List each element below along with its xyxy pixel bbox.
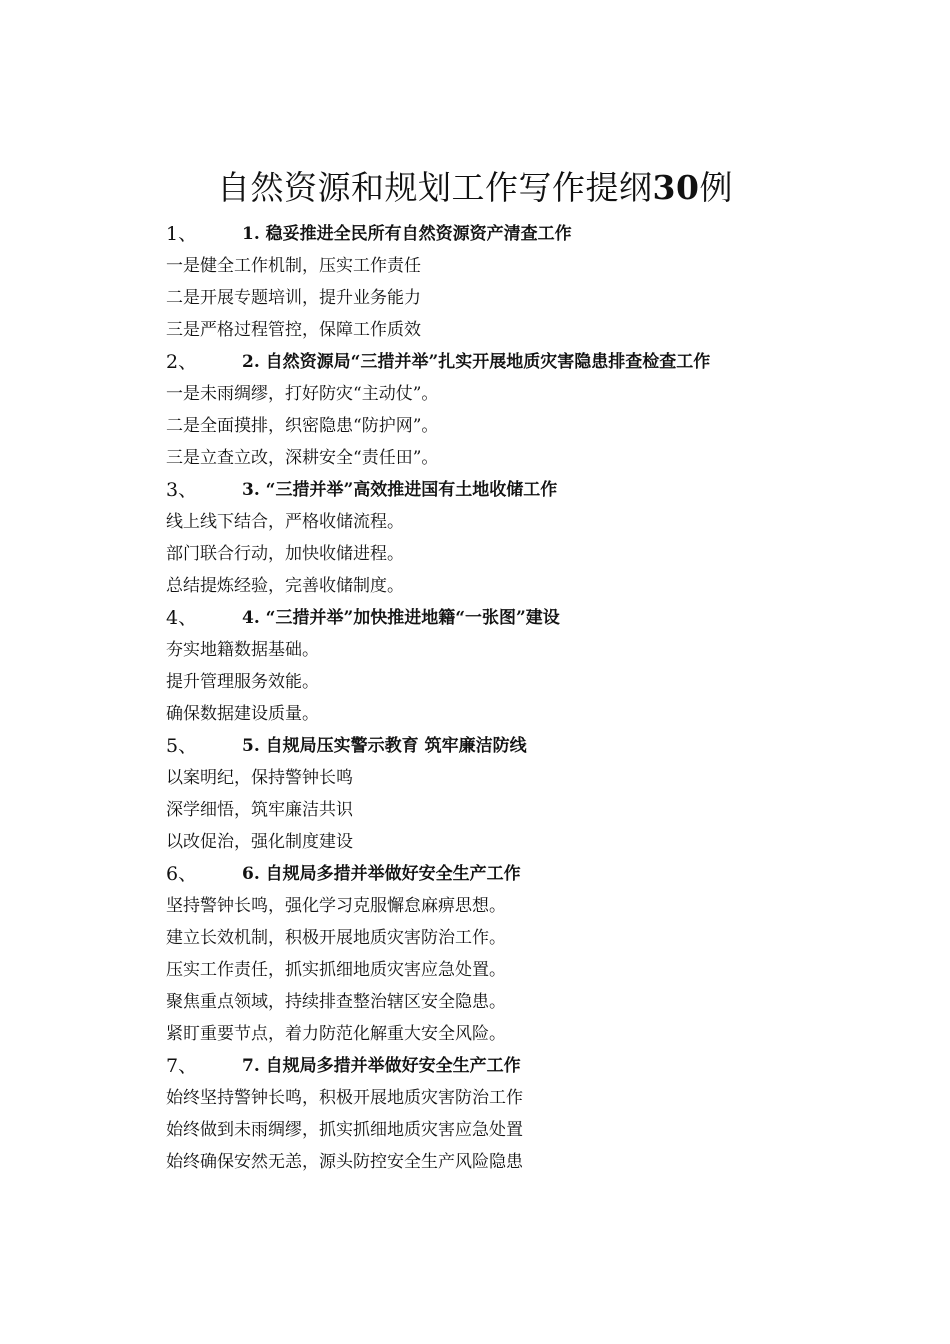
section-number: 4、 bbox=[166, 607, 198, 629]
title-number: 30 bbox=[652, 168, 700, 207]
section-heading bbox=[166, 602, 906, 634]
outline-item: 始终坚持警钟长鸣，积极开展地质灾害防治工作 bbox=[166, 1088, 523, 1108]
section-title: 1. 稳妥推进全民所有自然资源资产清查工作 bbox=[242, 224, 572, 244]
outline-section bbox=[166, 474, 906, 602]
section-heading bbox=[166, 1050, 906, 1082]
outline-item: 线上线下结合，严格收储流程。 bbox=[166, 512, 404, 532]
outline-item: 紧盯重要节点，着力防范化解重大安全风险。 bbox=[166, 1024, 506, 1044]
section-heading bbox=[166, 730, 906, 762]
outline-item: 深学细悟，筑牢廉洁共识 bbox=[166, 800, 353, 820]
outline-section bbox=[166, 1050, 906, 1178]
outline-item: 一是未雨绸缪，打好防灾“主动仗”。 bbox=[166, 384, 439, 404]
outline-item: 三是严格过程管控，保障工作质效 bbox=[166, 320, 421, 340]
outline-item: 二是开展专题培训，提升业务能力 bbox=[166, 288, 421, 308]
outline-item: 总结提炼经验，完善收储制度。 bbox=[166, 576, 404, 596]
outline-item: 以案明纪，保持警钟长鸣 bbox=[166, 768, 353, 788]
outline-item: 夯实地籍数据基础。 bbox=[166, 640, 319, 660]
outline-section bbox=[166, 730, 906, 858]
outline-section bbox=[166, 218, 906, 346]
section-number: 5、 bbox=[166, 735, 198, 757]
section-heading bbox=[166, 858, 906, 890]
section-title: 7. 自规局多措并举做好安全生产工作 bbox=[242, 1056, 521, 1076]
outline-item: 二是全面摸排，织密隐患“防护网”。 bbox=[166, 416, 439, 436]
outline-item: 确保数据建设质量。 bbox=[166, 704, 319, 724]
outline-item: 以改促治，强化制度建设 bbox=[166, 832, 353, 852]
outline-section bbox=[166, 602, 906, 730]
section-heading bbox=[166, 474, 906, 506]
document-title bbox=[0, 166, 950, 210]
outline-item: 一是健全工作机制，压实工作责任 bbox=[166, 256, 421, 276]
outline-item: 始终确保安然无恙，源头防控安全生产风险隐患 bbox=[166, 1152, 523, 1172]
section-number: 2、 bbox=[166, 351, 198, 373]
outline-item: 聚焦重点领域，持续排查整治辖区安全隐患。 bbox=[166, 992, 506, 1012]
outline-item: 压实工作责任，抓实抓细地质灾害应急处置。 bbox=[166, 960, 506, 980]
section-heading bbox=[166, 218, 906, 250]
section-title: 3. “三措并举”高效推进国有土地收储工作 bbox=[242, 480, 558, 500]
title-suffix: 例 bbox=[699, 168, 733, 207]
outline-item: 始终做到未雨绸缪，抓实抓细地质灾害应急处置 bbox=[166, 1120, 523, 1140]
section-number: 3、 bbox=[166, 479, 198, 501]
section-title: 5. 自规局压实警示教育 筑牢廉洁防线 bbox=[242, 736, 527, 756]
section-number: 1、 bbox=[166, 223, 198, 245]
outline-item: 坚持警钟长鸣，强化学习克服懈怠麻痹思想。 bbox=[166, 896, 506, 916]
outline-section bbox=[166, 858, 906, 1050]
outline-item: 部门联合行动，加快收储进程。 bbox=[166, 544, 404, 564]
section-number: 6、 bbox=[166, 863, 198, 885]
outline-section bbox=[166, 346, 906, 474]
outline-item: 建立长效机制，积极开展地质灾害防治工作。 bbox=[166, 928, 506, 948]
outline-item: 三是立查立改，深耕安全“责任田”。 bbox=[166, 448, 439, 468]
outline-item: 提升管理服务效能。 bbox=[166, 672, 319, 692]
section-title: 4. “三措并举”加快推进地籍“一张图”建设 bbox=[242, 608, 560, 628]
section-number: 7、 bbox=[166, 1055, 198, 1077]
section-title: 2. 自然资源局“三措并举”扎实开展地质灾害隐患排查检查工作 bbox=[242, 352, 711, 372]
outline-content bbox=[166, 218, 906, 1178]
title-main: 自然资源和规划工作写作提纲 bbox=[217, 168, 653, 207]
section-heading bbox=[166, 346, 906, 378]
section-title: 6. 自规局多措并举做好安全生产工作 bbox=[242, 864, 521, 884]
